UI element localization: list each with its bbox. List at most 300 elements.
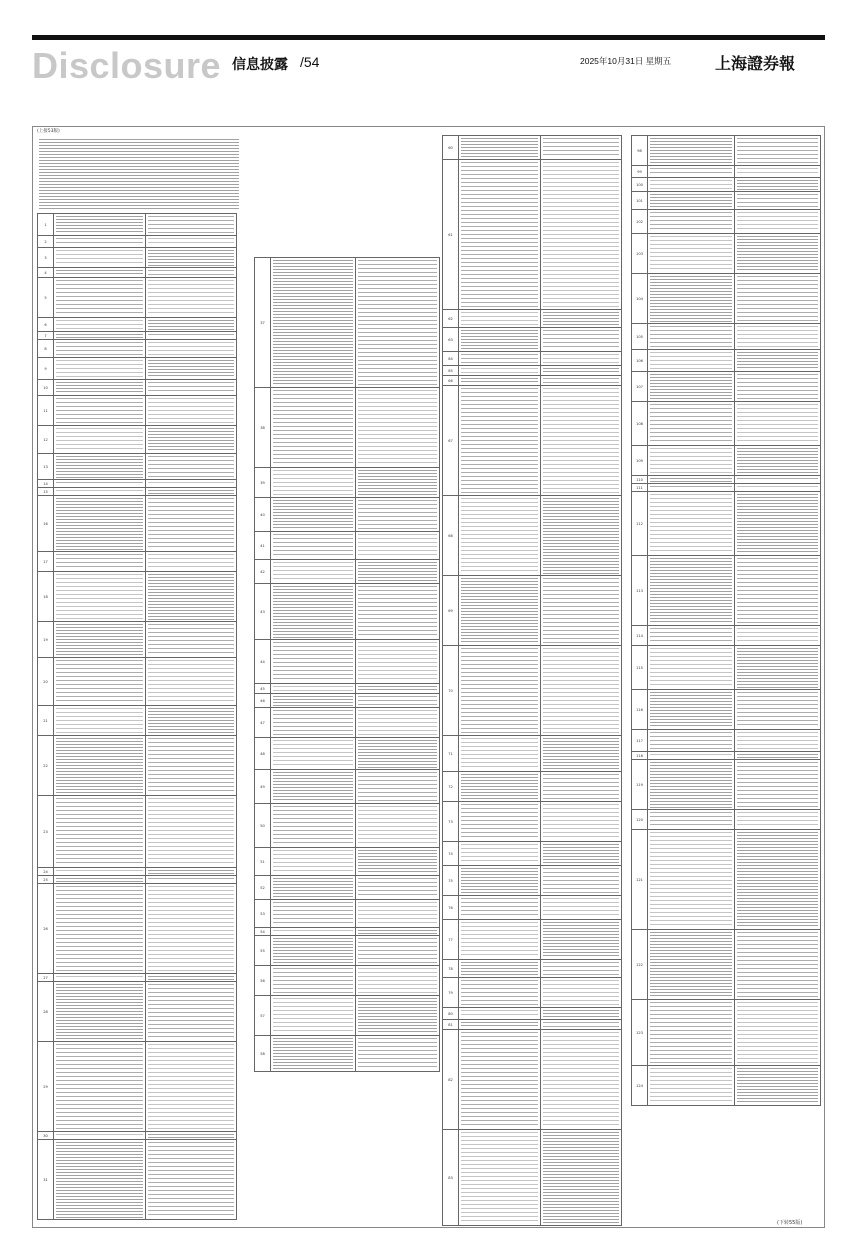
revised-clause-cell [146, 736, 238, 795]
clause-text-lines [650, 374, 732, 400]
row-number: 80 [443, 1008, 459, 1019]
clause-text-lines [358, 696, 438, 706]
revised-clause-cell [146, 1132, 238, 1139]
original-clause-cell [54, 982, 146, 1041]
table-row [443, 1030, 622, 1130]
clause-text-lines [273, 930, 353, 934]
original-clause-cell [648, 760, 735, 809]
page-number: /54 [300, 54, 320, 70]
original-clause-cell [271, 584, 356, 639]
clause-text-lines [56, 250, 143, 266]
table-row [38, 248, 237, 268]
revised-clause-cell [356, 770, 441, 803]
original-clause-cell [54, 736, 146, 795]
row-number: 63 [443, 328, 459, 351]
clause-text-lines [148, 708, 235, 734]
clause-text-lines [737, 558, 819, 624]
original-clause-cell [271, 532, 356, 559]
row-number: 60 [443, 136, 459, 159]
revised-clause-cell [356, 1036, 441, 1071]
clause-text-lines [543, 980, 620, 1006]
clause-text-lines [273, 686, 353, 692]
table-row [632, 192, 821, 210]
table-row [38, 340, 237, 358]
clause-text-lines [148, 798, 235, 866]
revised-clause-cell [735, 1066, 822, 1105]
original-clause-cell [271, 640, 356, 683]
clause-text-lines [461, 498, 538, 574]
original-clause-cell [54, 1140, 146, 1219]
original-clause-cell [54, 868, 146, 875]
table-row [255, 804, 440, 848]
row-number: 68 [443, 496, 459, 575]
revised-clause-cell [356, 532, 441, 559]
clause-text-lines [737, 212, 819, 232]
revised-clause-cell [735, 730, 822, 751]
table-row [443, 310, 622, 328]
clause-text-lines [543, 330, 620, 350]
revised-clause-cell [541, 1130, 623, 1225]
original-clause-cell [54, 552, 146, 571]
revised-clause-cell [356, 388, 441, 467]
table-row [632, 484, 821, 492]
clause-text-lines [56, 1044, 143, 1130]
clause-text-lines [650, 1068, 732, 1104]
row-number: 46 [255, 694, 271, 707]
table-row [632, 476, 821, 484]
row-number: 74 [443, 842, 459, 865]
original-clause-cell [459, 1030, 541, 1129]
table-row [38, 488, 237, 496]
table-row [632, 626, 821, 646]
clause-text-lines [650, 558, 732, 624]
clause-text-lines [737, 448, 819, 474]
revised-clause-cell [146, 214, 238, 235]
original-clause-cell [54, 214, 146, 235]
table-row [632, 752, 821, 760]
table-row [632, 324, 821, 350]
table-row [443, 366, 622, 376]
revised-clause-cell [146, 332, 238, 339]
clause-text-lines [358, 930, 438, 934]
table-row [255, 258, 440, 388]
revised-clause-cell [735, 372, 822, 401]
clause-text-lines [358, 710, 438, 736]
revised-clause-cell [146, 796, 238, 867]
row-number: 11 [38, 396, 54, 425]
row-number: 23 [38, 796, 54, 867]
original-clause-cell [271, 708, 356, 737]
original-clause-cell [459, 978, 541, 1007]
original-clause-cell [459, 496, 541, 575]
row-number: 77 [443, 920, 459, 959]
clause-text-lines [737, 478, 819, 482]
clause-text-lines [737, 236, 819, 272]
original-clause-cell [648, 234, 735, 273]
clause-text-lines [56, 216, 143, 234]
original-clause-cell [459, 576, 541, 645]
row-number: 54 [255, 928, 271, 935]
clause-text-lines [273, 998, 353, 1034]
clause-text-lines [273, 562, 353, 582]
table-row [632, 556, 821, 626]
clause-text-lines [543, 804, 620, 840]
row-number: 18 [38, 572, 54, 621]
clause-text-lines [461, 868, 538, 894]
table-row [632, 446, 821, 476]
table-row [38, 1132, 237, 1140]
clause-text-lines [56, 708, 143, 734]
original-clause-cell [459, 960, 541, 977]
table-row [255, 770, 440, 804]
original-clause-cell [459, 366, 541, 375]
row-number: 48 [255, 738, 271, 769]
table-row [38, 622, 237, 658]
revised-clause-cell [146, 1042, 238, 1131]
clause-text-lines [358, 1038, 438, 1070]
revised-clause-cell [735, 178, 822, 191]
clause-text-lines [737, 762, 819, 808]
clause-text-lines [461, 980, 538, 1006]
row-number: 83 [443, 1130, 459, 1225]
clause-text-lines [273, 938, 353, 964]
original-clause-cell [648, 730, 735, 751]
table-row [443, 328, 622, 352]
table-row [38, 658, 237, 706]
original-clause-cell [459, 842, 541, 865]
row-number: 101 [632, 192, 648, 209]
clause-text-lines [650, 732, 732, 750]
original-clause-cell [54, 236, 146, 247]
original-clause-cell [648, 274, 735, 323]
revised-clause-cell [146, 248, 238, 267]
clause-text-lines [543, 162, 620, 308]
original-clause-cell [271, 804, 356, 847]
table-row [443, 736, 622, 772]
original-clause-cell [271, 738, 356, 769]
clause-text-lines [56, 554, 143, 570]
revised-clause-cell [541, 772, 623, 801]
row-number: 40 [255, 498, 271, 531]
revised-clause-cell [146, 340, 238, 357]
clause-text-lines [543, 378, 620, 384]
revised-clause-cell [735, 556, 822, 625]
clause-text-lines [461, 312, 538, 326]
row-number: 69 [443, 576, 459, 645]
row-number: 123 [632, 1000, 648, 1065]
clause-text-lines [737, 754, 819, 758]
original-clause-cell [459, 1020, 541, 1029]
row-number: 37 [255, 258, 271, 387]
table-row [255, 966, 440, 996]
revised-clause-cell [146, 480, 238, 487]
original-clause-cell [54, 480, 146, 487]
continued-note: (下转55版) [777, 1220, 803, 1226]
row-number: 71 [443, 736, 459, 771]
table-row [632, 350, 821, 372]
clause-text-lines [650, 180, 732, 190]
table-row [38, 396, 237, 426]
amendment-table-col-2 [254, 257, 440, 1129]
original-clause-cell [648, 446, 735, 475]
table-row [632, 178, 821, 192]
original-clause-cell [271, 928, 356, 935]
table-row [255, 684, 440, 694]
clause-text-lines [461, 378, 538, 384]
row-number: 70 [443, 646, 459, 735]
clause-text-lines [273, 534, 353, 558]
table-row [255, 876, 440, 900]
table-row [38, 736, 237, 796]
original-clause-cell [54, 496, 146, 551]
clause-text-lines [737, 194, 819, 208]
original-clause-cell [54, 974, 146, 981]
clause-text-lines [56, 456, 143, 478]
clause-text-lines [358, 500, 438, 530]
original-clause-cell [459, 160, 541, 309]
clause-text-lines [543, 922, 620, 958]
original-clause-cell [271, 848, 356, 875]
table-row [632, 760, 821, 810]
original-clause-cell [648, 690, 735, 729]
original-clause-cell [648, 830, 735, 929]
clause-text-lines [737, 494, 819, 554]
row-number: 26 [38, 884, 54, 973]
table-row [443, 1020, 622, 1030]
clause-text-lines [461, 1010, 538, 1018]
revised-clause-cell [146, 426, 238, 453]
clause-text-lines [358, 686, 438, 692]
revised-clause-cell [356, 848, 441, 875]
row-number: 114 [632, 626, 648, 645]
row-number: 30 [38, 1132, 54, 1139]
clause-text-lines [461, 962, 538, 976]
clause-text-lines [148, 342, 235, 356]
original-clause-cell [459, 646, 541, 735]
row-number: 58 [255, 1036, 271, 1071]
table-row [632, 646, 821, 690]
original-clause-cell [271, 498, 356, 531]
revised-clause-cell [356, 640, 441, 683]
clause-text-lines [650, 832, 732, 928]
clause-text-lines [56, 870, 143, 874]
table-row [443, 772, 622, 802]
row-number: 42 [255, 560, 271, 583]
table-row [255, 468, 440, 498]
table-row [443, 960, 622, 978]
revised-clause-cell [541, 896, 623, 919]
clause-text-lines [358, 938, 438, 964]
row-number: 109 [632, 446, 648, 475]
revised-clause-cell [541, 496, 623, 575]
clause-text-lines [56, 878, 143, 882]
table-row [443, 866, 622, 896]
original-clause-cell [648, 492, 735, 555]
clause-text-lines [56, 1134, 143, 1138]
row-number: 39 [255, 468, 271, 497]
table-row [632, 210, 821, 234]
clause-text-lines [543, 578, 620, 644]
clause-text-lines [650, 754, 732, 758]
clause-text-lines [358, 968, 438, 994]
clause-text-lines [56, 360, 143, 378]
clause-text-lines [543, 1010, 620, 1018]
row-number: 20 [38, 658, 54, 705]
row-number: 65 [443, 366, 459, 375]
clause-text-lines [358, 586, 438, 638]
table-row [38, 318, 237, 332]
clause-text-lines [461, 138, 538, 158]
clause-text-lines [650, 168, 732, 176]
clause-text-lines [650, 478, 732, 482]
clause-text-lines [56, 238, 143, 246]
row-number: 31 [38, 1140, 54, 1219]
clause-text-lines [737, 326, 819, 348]
clause-text-lines [737, 1002, 819, 1064]
clause-text-lines [273, 586, 353, 638]
revised-clause-cell [735, 930, 822, 999]
revised-clause-cell [735, 760, 822, 809]
row-number: 98 [632, 136, 648, 165]
clause-text-lines [737, 812, 819, 828]
row-number: 107 [632, 372, 648, 401]
clause-text-lines [650, 932, 732, 998]
clause-text-lines [273, 740, 353, 768]
original-clause-cell [271, 996, 356, 1035]
revised-clause-cell [356, 996, 441, 1035]
original-clause-cell [54, 248, 146, 267]
original-clause-cell [648, 192, 735, 209]
revised-clause-cell [735, 484, 822, 491]
row-number: 41 [255, 532, 271, 559]
clause-text-lines [461, 330, 538, 350]
revised-clause-cell [146, 982, 238, 1041]
original-clause-cell [459, 772, 541, 801]
table-row [255, 388, 440, 468]
clause-text-lines [358, 390, 438, 466]
table-row [38, 380, 237, 396]
revised-clause-cell [735, 830, 822, 929]
row-number: 120 [632, 810, 648, 829]
clause-text-lines [56, 428, 143, 452]
clause-text-lines [737, 648, 819, 688]
clause-text-lines [56, 382, 143, 394]
row-number: 1 [38, 214, 54, 235]
table-row [632, 810, 821, 830]
table-row [443, 1008, 622, 1020]
clause-text-lines [737, 486, 819, 490]
revised-clause-cell [541, 920, 623, 959]
clause-text-lines [148, 428, 235, 452]
clause-text-lines [737, 374, 819, 400]
revised-clause-cell [146, 706, 238, 735]
original-clause-cell [54, 426, 146, 453]
table [254, 257, 440, 1072]
clause-text-lines [543, 1132, 620, 1224]
clause-text-lines [148, 270, 235, 276]
table-row [38, 214, 237, 236]
original-clause-cell [54, 380, 146, 395]
table-row [632, 690, 821, 730]
revised-clause-cell [541, 160, 623, 309]
row-number: 25 [38, 876, 54, 883]
clause-text-lines [358, 740, 438, 768]
clause-text-lines [737, 276, 819, 322]
table-row [38, 552, 237, 572]
original-clause-cell [459, 386, 541, 495]
clause-text-lines [56, 334, 143, 338]
revised-clause-cell [356, 560, 441, 583]
clause-text-lines [148, 482, 235, 486]
clause-text-lines [148, 360, 235, 378]
original-clause-cell [271, 936, 356, 965]
clause-text-lines [148, 660, 235, 704]
table-row [38, 480, 237, 488]
clause-text-lines [148, 738, 235, 794]
clause-text-lines [650, 236, 732, 272]
original-clause-cell [648, 372, 735, 401]
clause-text-lines [56, 738, 143, 794]
clause-text-lines [56, 482, 143, 486]
table-row [38, 268, 237, 278]
clause-text-lines [461, 648, 538, 734]
table-row [443, 646, 622, 736]
clause-text-lines [543, 898, 620, 918]
original-clause-cell [648, 136, 735, 165]
intro-text-block [37, 137, 237, 209]
revised-clause-cell [735, 476, 822, 483]
publication-date: 2025年10月31日 星期五 [580, 56, 672, 66]
revised-clause-cell [735, 136, 822, 165]
row-number: 100 [632, 178, 648, 191]
clause-text-lines [543, 388, 620, 494]
row-number: 115 [632, 646, 648, 689]
table-row [255, 928, 440, 936]
original-clause-cell [648, 930, 735, 999]
original-clause-cell [459, 352, 541, 365]
clause-text-lines [273, 260, 353, 386]
table-row [632, 274, 821, 324]
revised-clause-cell [735, 324, 822, 349]
table-row [255, 532, 440, 560]
original-clause-cell [54, 1132, 146, 1139]
table-row [443, 576, 622, 646]
row-number: 111 [632, 484, 648, 491]
clause-text-lines [273, 500, 353, 530]
clause-text-lines [148, 456, 235, 478]
clause-text-lines [650, 448, 732, 474]
intro-text-lines [39, 139, 239, 211]
clause-text-lines [737, 180, 819, 190]
revised-clause-cell [735, 446, 822, 475]
row-number: 79 [443, 978, 459, 1007]
clause-text-lines [273, 850, 353, 874]
clause-text-lines [461, 578, 538, 644]
row-number: 110 [632, 476, 648, 483]
row-number: 78 [443, 960, 459, 977]
revised-clause-cell [146, 1140, 238, 1219]
clause-text-lines [148, 1044, 235, 1130]
original-clause-cell [648, 476, 735, 483]
table-row [255, 694, 440, 708]
table-row [443, 842, 622, 866]
row-number: 113 [632, 556, 648, 625]
revised-clause-cell [735, 402, 822, 445]
row-number: 43 [255, 584, 271, 639]
clause-text-lines [543, 498, 620, 574]
original-clause-cell [459, 866, 541, 895]
clause-text-lines [461, 898, 538, 918]
